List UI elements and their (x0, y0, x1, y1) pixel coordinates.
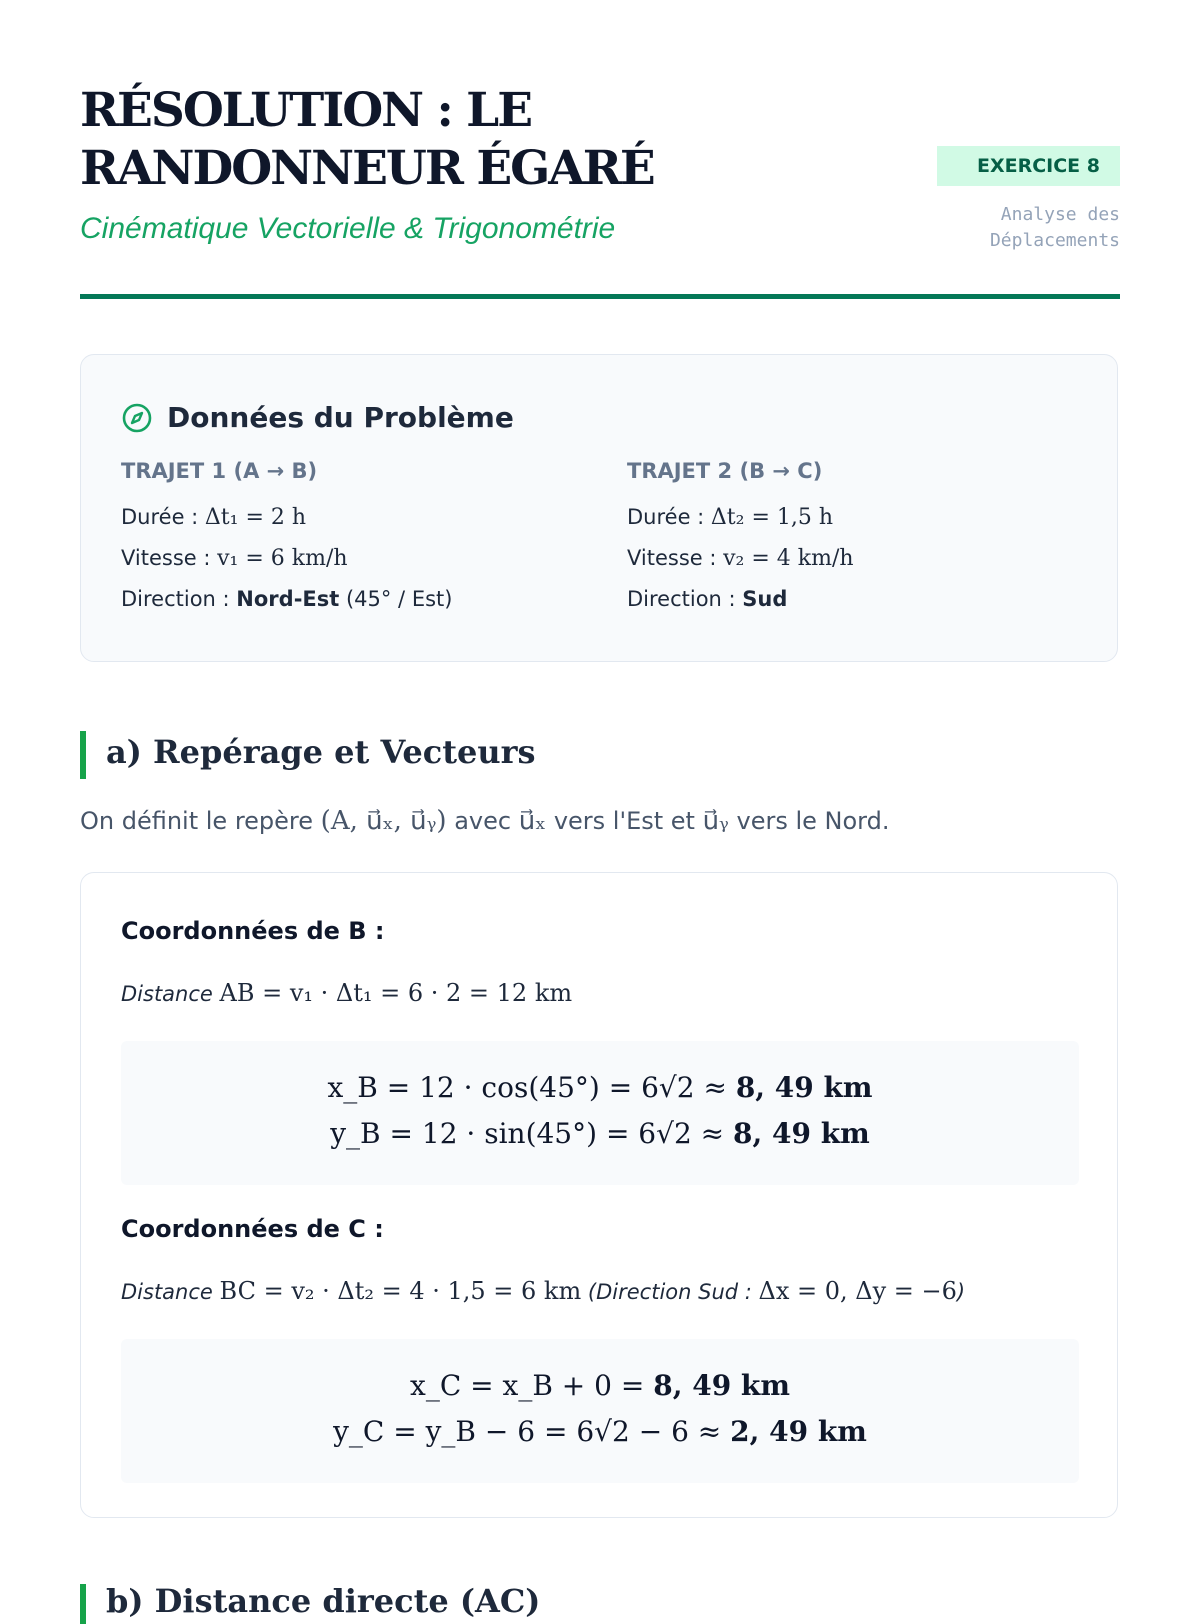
header (80, 82, 1120, 251)
distance-label: Distance (121, 1280, 220, 1304)
coordinates-c-heading: Coordonnées de C : (121, 1215, 384, 1243)
speed-value: v₁ = 6 km/h (217, 546, 348, 571)
trajet-2-speed (627, 538, 854, 579)
trajet-1-speed (121, 538, 452, 579)
compass-icon (121, 402, 153, 434)
trajet-1-direction (121, 579, 452, 619)
intro-math: u⃗ₓ (518, 806, 547, 836)
equation-yb-result: 8, 49 km (733, 1117, 870, 1150)
equation-xc-text: x_C = x_B + 0 = (410, 1369, 654, 1402)
trajet-2-direction (627, 579, 854, 619)
equation-yb-text: y_B = 12 · sin(45°) = 6√2 ≈ (330, 1117, 734, 1150)
equation-yc (121, 1409, 1079, 1455)
direction-value: Nord-Est (236, 587, 340, 611)
trajet-2-duration (627, 497, 854, 538)
duration-value: Δt₁ = 2 h (204, 505, 307, 530)
distance-ab-math: AB = v₁ · Δt₁ = 6 · 2 = 12 km (219, 979, 573, 1007)
distance-label: Distance (121, 982, 220, 1006)
speed-label: Vitesse : (627, 546, 724, 570)
speed-value: v₂ = 4 km/h (723, 546, 854, 571)
direction-value: Sud (742, 587, 788, 611)
intro-math: u⃗ᵧ (702, 806, 729, 836)
given-data-card (80, 354, 1118, 662)
intro-text: On définit le repère (80, 807, 321, 835)
equation-yc-text: y_C = y_B − 6 = 6√2 − 6 ≈ (333, 1415, 731, 1448)
given-data-title: Données du Problème (167, 401, 514, 434)
header-divider (80, 294, 1120, 299)
distance-note-label: (Direction Sud : (581, 1280, 759, 1304)
equation-xb-result: 8, 49 km (735, 1071, 873, 1104)
intro-text: avec (446, 807, 519, 835)
page-title: RÉSOLUTION : LE RANDONNEUR ÉGARÉ (80, 83, 654, 196)
distance-ab (121, 979, 572, 1007)
section-a-intro (80, 806, 889, 836)
coordinates-b-equations (121, 1041, 1079, 1185)
distance-note-end: ) (956, 1280, 966, 1304)
intro-text: vers le Nord. (728, 807, 890, 835)
duration-value: Δt₂ = 1,5 h (710, 505, 834, 530)
distance-bc-math: BC = v₂ · Δt₂ = 4 · 1,5 = 6 km (219, 1277, 582, 1305)
coordinates-c-equations (121, 1339, 1079, 1483)
equation-yb (121, 1111, 1079, 1157)
equation-xc-result: 8, 49 km (653, 1369, 790, 1402)
equation-xb (121, 1065, 1079, 1111)
direction-label: Direction : (627, 587, 743, 611)
trajet-2-heading: TRAJET 2 (B → C) (627, 459, 823, 483)
section-a-title: a) Repérage et Vecteurs (106, 733, 536, 771)
exercise-badge: EXERCICE 8 (937, 146, 1120, 186)
duration-label: Durée : (627, 505, 711, 529)
page-subtitle: Cinématique Vectorielle & Trigonométrie (80, 212, 616, 245)
equation-yc-result: 2, 49 km (730, 1415, 867, 1448)
section-a-accent-bar (80, 731, 86, 779)
coordinates-card (80, 872, 1118, 1518)
speed-label: Vitesse : (121, 546, 218, 570)
trajet-1-column (121, 459, 452, 619)
coordinates-b-heading: Coordonnées de B : (121, 917, 385, 945)
section-b-accent-bar (80, 1584, 86, 1624)
trajet-1-duration (121, 497, 452, 538)
exercise-badge-subtitle: Analyse des Déplacements (989, 204, 1120, 251)
distance-bc (121, 1277, 965, 1305)
direction-label: Direction : (121, 587, 237, 611)
equation-xb-text: x_B = 12 · cos(45°) = 6√2 ≈ (327, 1071, 736, 1104)
trajet-2-column (627, 459, 854, 619)
duration-label: Durée : (121, 505, 205, 529)
given-data-header (121, 401, 514, 434)
section-b-title: b) Distance directe (AC) (106, 1582, 541, 1620)
direction-extra: (45° / Est) (339, 587, 453, 611)
intro-math: (A, u⃗ₓ, u⃗ᵧ) (320, 806, 447, 836)
trajet-1-heading: TRAJET 1 (A → B) (121, 459, 318, 483)
intro-text: vers l'Est et (546, 807, 703, 835)
equation-xc (121, 1363, 1079, 1409)
distance-note-math: Δx = 0, Δy = −6 (758, 1277, 957, 1305)
